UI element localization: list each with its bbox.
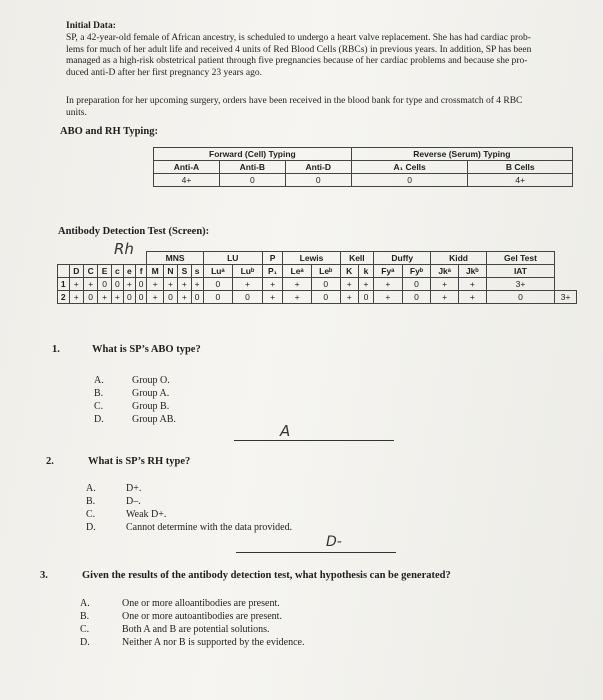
option-text: One or more alloantibodies are present. [122, 598, 280, 609]
intro-paragraph [66, 33, 566, 79]
option-text: Neither A nor B is supported by the evidence. [122, 637, 305, 648]
screen-result-cell: 0 [111, 278, 123, 291]
antigen-header: Jkᵃ [431, 265, 459, 278]
screen-result-cell: 0 [402, 278, 431, 291]
screen-result-cell: 0 [163, 291, 177, 304]
group-p: P [262, 252, 283, 265]
option-letter: D. [86, 522, 96, 533]
q3-option-c[interactable] [80, 623, 304, 636]
screen-result-cell: 0 [135, 278, 147, 291]
screen-result-cell: 0 [203, 291, 232, 304]
option-text: D+. [126, 483, 142, 494]
group-gel: Gel Test [486, 252, 554, 265]
option-text: Group O. [132, 375, 170, 386]
prep-line: units. [66, 107, 87, 118]
option-text: Cannot determine with the data provided. [126, 522, 293, 533]
abo-rh-heading: ABO and RH Typing: [60, 126, 158, 137]
screen-result-cell: + [283, 278, 312, 291]
abo-col: Anti-A [154, 161, 220, 174]
antigen-header: P₁ [262, 265, 283, 278]
screen-result-cell: + [283, 291, 312, 304]
screen-result-cell: + [83, 278, 97, 291]
q2-option-d[interactable] [86, 521, 292, 534]
option-text: Group A. [132, 388, 170, 399]
antigen-header: e [123, 265, 135, 278]
antibody-screen-heading: Antibody Detection Test (Screen): [58, 226, 210, 237]
abo-col: Anti-D [285, 161, 351, 174]
group-kidd: Kidd [431, 252, 486, 265]
screen-result-cell: + [163, 278, 177, 291]
option-text: Weak D+. [126, 509, 167, 520]
q3-question: Given the results of the antibody detection test, what hypothesis can be generated? [82, 570, 451, 581]
option-letter: B. [94, 388, 104, 399]
q3-options [80, 597, 304, 649]
antigen-header: Fyᵃ [374, 265, 403, 278]
reverse-typing-header: Reverse (Serum) Typing [351, 148, 572, 161]
q2-number: 2. [46, 456, 54, 467]
antigen-header: Fyᵇ [402, 265, 431, 278]
screen-result-cell: + [178, 291, 191, 304]
abo-val: 4+ [154, 174, 220, 187]
antigen-header: K [340, 265, 358, 278]
q3-option-d[interactable] [80, 636, 304, 649]
screen-result-cell: + [98, 291, 111, 304]
abo-col: Anti-B [219, 161, 285, 174]
q1-option-d[interactable] [94, 413, 176, 426]
q3-option-a[interactable] [80, 597, 304, 610]
screen-result-cell: 0 [311, 278, 340, 291]
abo-val: 0 [285, 174, 351, 187]
prep-line: In preparation for her upcoming surgery, orders have been received in the blood bank for type and crossmatch of 4 RBC [66, 96, 523, 106]
q2-option-c[interactable] [86, 508, 292, 521]
group-lewis: Lewis [283, 252, 340, 265]
screen-result-cell: + [431, 278, 459, 291]
abo-table [153, 147, 573, 187]
option-letter: C. [80, 624, 90, 635]
screen-result-cell: 0 [98, 278, 111, 291]
option-text: D–. [126, 496, 141, 507]
option-text: Both A and B are potential solutions. [122, 624, 270, 635]
intro-line: lems for much of her adult life and received 4 units of Red Blood Cells (RBCs) in previous years. In addition, SP has been [66, 44, 532, 55]
screen-result-cell: + [69, 291, 83, 304]
screen-result-cell: + [147, 278, 163, 291]
screen-result-cell: 3+ [486, 278, 554, 291]
screen-result-cell: + [262, 278, 283, 291]
antigen-header: C [83, 265, 97, 278]
q2-answer-line [236, 552, 396, 553]
blank-cell [58, 252, 147, 265]
screen-result-cell: 0 [191, 291, 203, 304]
q1-option-b[interactable] [94, 387, 176, 400]
group-mns: MNS [147, 252, 203, 265]
handwritten-rh-note: Rh [114, 240, 134, 258]
screen-result-cell: + [233, 278, 263, 291]
antigen-header: Leᵃ [283, 265, 312, 278]
option-letter: B. [80, 611, 90, 622]
intro-line: SP, a 42-year-old female of African ancestry, is scheduled to undergo a heart valve replacement. She has had cardiac prob- [66, 33, 531, 43]
initial-data-heading: Initial Data: [66, 21, 116, 31]
antigen-header: IAT [486, 265, 554, 278]
q3-number: 3. [40, 570, 48, 581]
screen-result-cell: + [111, 291, 123, 304]
antibody-screen-table [57, 251, 577, 304]
abo-val: 0 [351, 174, 468, 187]
q1-answer-line [234, 440, 394, 441]
screen-result-cell: + [123, 278, 135, 291]
screen-result-cell: 0 [83, 291, 97, 304]
screen-result-cell: 0 [358, 291, 373, 304]
q2-option-a[interactable] [86, 482, 292, 495]
q2-options [86, 482, 292, 534]
antigen-header: Jkᵇ [458, 265, 486, 278]
antigen-header: s [191, 265, 203, 278]
option-letter: A. [86, 483, 96, 494]
abo-col: A₁ Cells [351, 161, 468, 174]
option-letter: B. [86, 496, 96, 507]
screen-result-cell: 0 [402, 291, 431, 304]
screen-cell-number: 2 [58, 291, 70, 304]
q2-option-b[interactable] [86, 495, 292, 508]
q1-option-a[interactable] [94, 374, 176, 387]
option-letter: C. [94, 401, 104, 412]
group-lu: LU [203, 252, 262, 265]
intro-line: managed as a high-risk obstetrical patient through five pregnancies because of her cardiac problems and because she pro- [66, 56, 528, 66]
group-kell: Kell [340, 252, 373, 265]
forward-typing-header: Forward (Cell) Typing [154, 148, 352, 161]
screen-result-cell: 0 [233, 291, 263, 304]
screen-result-cell: 3+ [555, 291, 577, 304]
screen-result-cell: + [374, 291, 403, 304]
antigen-header: k [358, 265, 373, 278]
option-letter: A. [94, 375, 104, 386]
screen-result-cell: + [340, 278, 358, 291]
antigen-header: Luᵇ [233, 265, 263, 278]
antigen-header: f [135, 265, 147, 278]
q1-answer-handwritten: A [280, 422, 291, 440]
prep-paragraph [66, 96, 566, 119]
screen-result-cell: + [458, 291, 486, 304]
antigen-header: D [69, 265, 83, 278]
antigen-header: Leᵇ [311, 265, 340, 278]
screen-result-cell: + [178, 278, 191, 291]
screen-result-cell: + [358, 278, 373, 291]
screen-result-cell: 0 [123, 291, 135, 304]
q2-answer-handwritten: D- [326, 534, 342, 550]
screen-cell-number: 1 [58, 278, 70, 291]
q2-question: What is SP’s RH type? [88, 456, 191, 467]
abo-col: B Cells [468, 161, 573, 174]
antigen-header: Luᵃ [203, 265, 232, 278]
intro-line: duced anti-D after her first pregnancy 23 years ago. [66, 67, 262, 78]
screen-result-cell: + [431, 291, 459, 304]
q1-options [94, 374, 176, 426]
antigen-header: E [98, 265, 111, 278]
screen-result-cell: 0 [203, 278, 232, 291]
option-letter: C. [86, 509, 96, 520]
screen-result-cell: 0 [486, 291, 554, 304]
option-text: One or more autoantibodies are present. [122, 611, 282, 622]
option-text: Group B. [132, 401, 170, 412]
option-text: Group AB. [132, 414, 176, 425]
screen-result-cell: 0 [311, 291, 340, 304]
antigen-header: S [178, 265, 191, 278]
antigen-header: M [147, 265, 163, 278]
screen-result-cell: + [191, 278, 203, 291]
option-letter: D. [80, 637, 90, 648]
screen-result-cell: + [458, 278, 486, 291]
screen-result-cell: 0 [135, 291, 147, 304]
q1-option-c[interactable] [94, 400, 176, 413]
option-letter: D. [94, 414, 104, 425]
cell-number-header [58, 265, 70, 278]
group-duffy: Duffy [374, 252, 431, 265]
screen-result-cell: + [147, 291, 163, 304]
abo-val: 0 [219, 174, 285, 187]
screen-result-cell: + [69, 278, 83, 291]
antigen-header: c [111, 265, 123, 278]
q3-option-b[interactable] [80, 610, 304, 623]
option-letter: A. [80, 598, 90, 609]
q1-question: What is SP’s ABO type? [92, 344, 201, 355]
screen-result-cell: + [374, 278, 403, 291]
screen-result-cell: + [262, 291, 283, 304]
screen-result-cell: + [340, 291, 358, 304]
q1-number: 1. [52, 344, 60, 355]
antigen-header: N [163, 265, 177, 278]
abo-val: 4+ [468, 174, 573, 187]
